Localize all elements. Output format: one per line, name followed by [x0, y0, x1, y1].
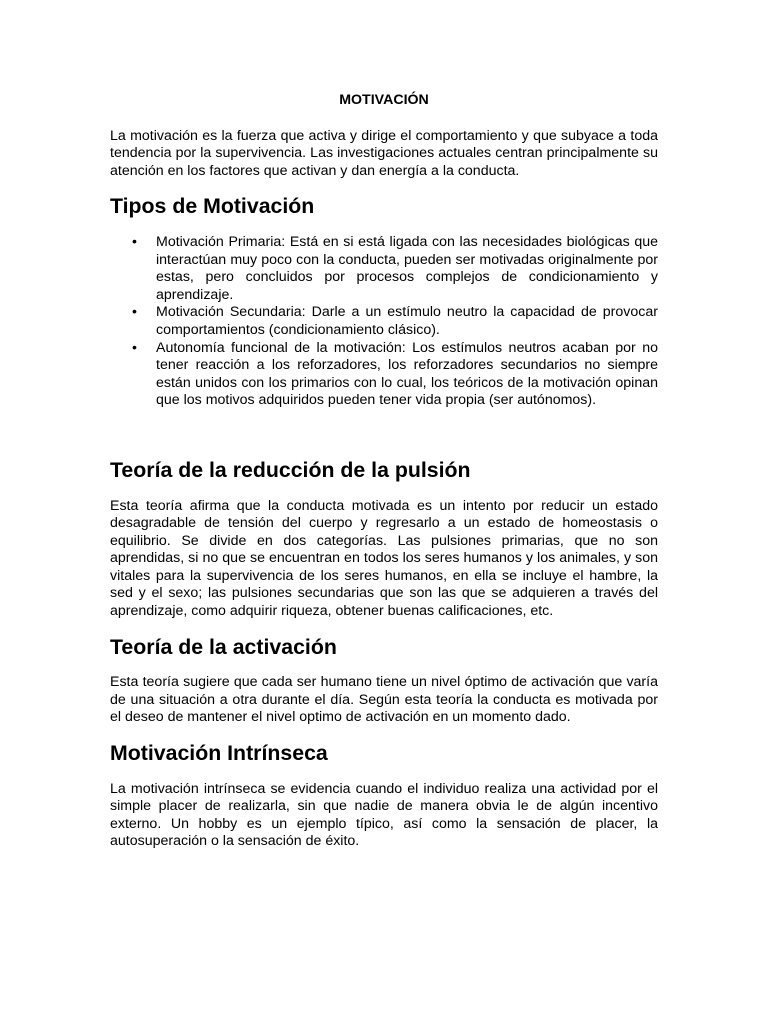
reduccion-paragraph: Esta teoría afirma que la conducta motivada es un intento por reducir un estado desagradable de tensión del cuerpo y regresarlo a un estado de homeostasis o equilibrio. Se divide en dos categorías. Las pulsiones primarias, que no son aprendidas, si no que se encuentran en todos los seres humanos y los animales, y son vitales para la supervivencia de los seres humanos, en ella se incluye el hambre, la sed y el sexo; las pulsiones secundarias que son las que se adquieren a través del aprendizaje, como adquirir riqueza, obtener buenas calificaciones, etc. — [110, 497, 658, 620]
list-item — [110, 340, 658, 410]
document-body — [110, 92, 658, 851]
bullet-icon: • — [132, 304, 137, 321]
spacer — [110, 480, 658, 498]
spacer — [110, 763, 658, 781]
list-item-text: Motivación Secundaria: Darle a un estímulo neutro la capacidad de provocar comportamientos (condicionamiento clásico). — [156, 304, 658, 338]
spacer — [110, 216, 658, 234]
document-title: MOTIVACIÓN — [339, 92, 429, 108]
list-item — [110, 304, 658, 339]
list-item-text: Autonomía funcional de la motivación: Los estímulos neutros acaban por no tener reacción a los reforzadores, los reforzadores secundarios no siempre están unidos con los primarios con lo cual, los teóricos de la motivación opinan que los motivos adquiridos pueden tener vida propia (ser autónomos). — [156, 339, 658, 409]
section-heading-reduccion: Teoría de la reducción de la pulsión — [110, 457, 471, 482]
intro-paragraph: La motivación es la fuerza que activa y dirige el comportamiento y que subyace a toda tendencia por la supervivencia. Las investigaciones actuales centran principalmente su atención en los factores que activan y dan energía a la conducta. — [110, 127, 658, 179]
section-heading-tipos: Tipos de Motivación — [110, 194, 315, 219]
bullet-icon: • — [132, 233, 137, 250]
list-item-text: Motivación Primaria: Está en si está ligada con las necesidades biológicas que interactúan muy poco con la conducta, pueden ser motivadas originalmente por estas, pero concluidos por procesos complejos de condicionamiento y aprendizaje. — [156, 233, 658, 303]
activacion-paragraph: Esta teoría sugiere que cada ser humano tiene un nivel óptimo de activación que varía de una situación a otra durante el día. Según esta teoría la conducta es motivada por el deseo de mantener el nivel optimo de activación en un momento dado. — [110, 674, 658, 726]
section-heading-intrinseca: Motivación Intrínseca — [110, 741, 328, 766]
spacer — [110, 656, 658, 674]
motivation-types-list — [110, 234, 658, 410]
section-heading-activacion: Teoría de la activación — [110, 634, 337, 659]
bullet-icon: • — [132, 339, 137, 356]
intrinseca-paragraph: La motivación intrínseca se evidencia cuando el individuo realiza una actividad por el simple placer de realizarla, sin que nadie de manera obvia le de algún incentivo externo. Un hobby es un ejemplo típico, así como la sensación de placer, la autosuperación o la sensación de éxito. — [110, 780, 658, 850]
list-item — [110, 234, 658, 304]
spacer — [110, 410, 658, 462]
